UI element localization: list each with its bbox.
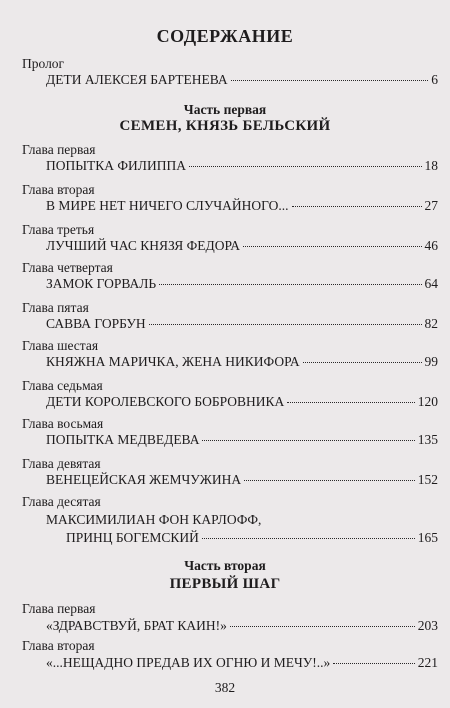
entry-page: 120: [417, 394, 438, 409]
chapter-label: Глава вторая: [22, 638, 95, 653]
dot-leader: [243, 246, 422, 247]
chapter-label: Глава восьмая: [22, 416, 104, 431]
toc-entry[interactable]: [46, 655, 438, 671]
entry-title-line1[interactable]: МАКСИМИЛИАН ФОН КАРЛОФФ,: [46, 512, 262, 527]
chapter-label: Глава четвертая: [22, 260, 113, 275]
entry-page: 18: [424, 158, 438, 173]
dot-leader: [202, 538, 415, 539]
dot-leader: [303, 362, 422, 363]
part1-label: Часть первая: [183, 102, 267, 117]
entry-title: ПОПЫТКА ФИЛИППА: [46, 158, 186, 173]
dot-leader: [189, 166, 422, 167]
entry-page: 46: [424, 238, 438, 253]
toc-entry-prologue[interactable]: [46, 72, 438, 88]
toc-entry[interactable]: [46, 316, 438, 332]
part2-label: Часть вторая: [184, 558, 266, 573]
chapter-label: Глава десятая: [22, 494, 101, 509]
toc-entry[interactable]: [46, 276, 438, 292]
chapter-label: Глава пятая: [22, 300, 89, 315]
chapter-label: Глава вторая: [22, 182, 95, 197]
entry-page: 203: [417, 618, 438, 633]
entry-page: 64: [424, 276, 438, 291]
chapter-label: Глава первая: [22, 601, 96, 616]
entry-title: ДЕТИ АЛЕКСЕЯ БАРТЕНЕВА: [46, 72, 228, 87]
entry-title-line2: ПРИНЦ БОГЕМСКИЙ: [66, 530, 199, 545]
toc-entry[interactable]: [46, 354, 438, 370]
dot-leader: [244, 480, 415, 481]
entry-title: ПОПЫТКА МЕДВЕДЕВА: [46, 432, 200, 447]
dot-leader: [333, 663, 414, 664]
toc-entry[interactable]: [46, 238, 438, 254]
prologue-label: Пролог: [22, 56, 65, 71]
entry-title: ДЕТИ КОРОЛЕВСКОГО БОБРОВНИКА: [46, 394, 285, 409]
toc-entry[interactable]: [46, 432, 438, 448]
entry-page: 99: [424, 354, 438, 369]
dot-leader: [231, 80, 429, 81]
entry-page: 135: [417, 432, 438, 447]
toc-entry[interactable]: [46, 618, 438, 634]
page-title: СОДЕРЖАНИЕ: [156, 26, 294, 46]
entry-page: 221: [417, 655, 438, 670]
entry-title: «...НЕЩАДНО ПРЕДАВ ИХ ОГНЮ И МЕЧУ!..»: [46, 655, 331, 670]
toc-entry[interactable]: [46, 158, 438, 174]
part2-name: ПЕРВЫЙ ШАГ: [169, 576, 281, 592]
entry-title: САВВА ГОРБУН: [46, 316, 146, 331]
chapter-label: Глава третья: [22, 222, 95, 237]
toc-entry[interactable]: [46, 472, 438, 488]
entry-title: ЗАМОК ГОРВАЛЬ: [46, 276, 157, 291]
dot-leader: [230, 626, 415, 627]
dot-leader: [287, 402, 414, 403]
chapter-label: Глава шестая: [22, 338, 99, 353]
toc-entry[interactable]: [46, 198, 438, 214]
entry-page: 152: [417, 472, 438, 487]
chapter-label: Глава девятая: [22, 456, 101, 471]
entry-title: ВЕНЕЦЕЙСКАЯ ЖЕМЧУЖИНА: [46, 472, 242, 487]
entry-title: ЛУЧШИЙ ЧАС КНЯЗЯ ФЕДОРА: [46, 238, 240, 253]
entry-title: КНЯЖНА МАРИЧКА, ЖЕНА НИКИФОРА: [46, 354, 300, 369]
dot-leader: [292, 206, 422, 207]
entry-page: 165: [417, 530, 438, 545]
chapter-label: Глава седьмая: [22, 378, 103, 393]
entry-page: 27: [424, 198, 438, 213]
dot-leader: [149, 324, 422, 325]
entry-title: «ЗДРАВСТВУЙ, БРАТ КАИН!»: [46, 618, 227, 633]
toc-entry[interactable]: [46, 394, 438, 410]
toc-entry[interactable]: [66, 530, 438, 546]
entry-page: 6: [431, 72, 438, 87]
dot-leader: [159, 284, 421, 285]
entry-title: В МИРЕ НЕТ НИЧЕГО СЛУЧАЙНОГО...: [46, 198, 289, 213]
part1-name: СЕМЕН, КНЯЗЬ БЕЛЬСКИЙ: [119, 118, 331, 134]
entry-page: 82: [424, 316, 438, 331]
dot-leader: [202, 440, 414, 441]
page-number: 382: [214, 680, 236, 695]
chapter-label: Глава первая: [22, 142, 96, 157]
